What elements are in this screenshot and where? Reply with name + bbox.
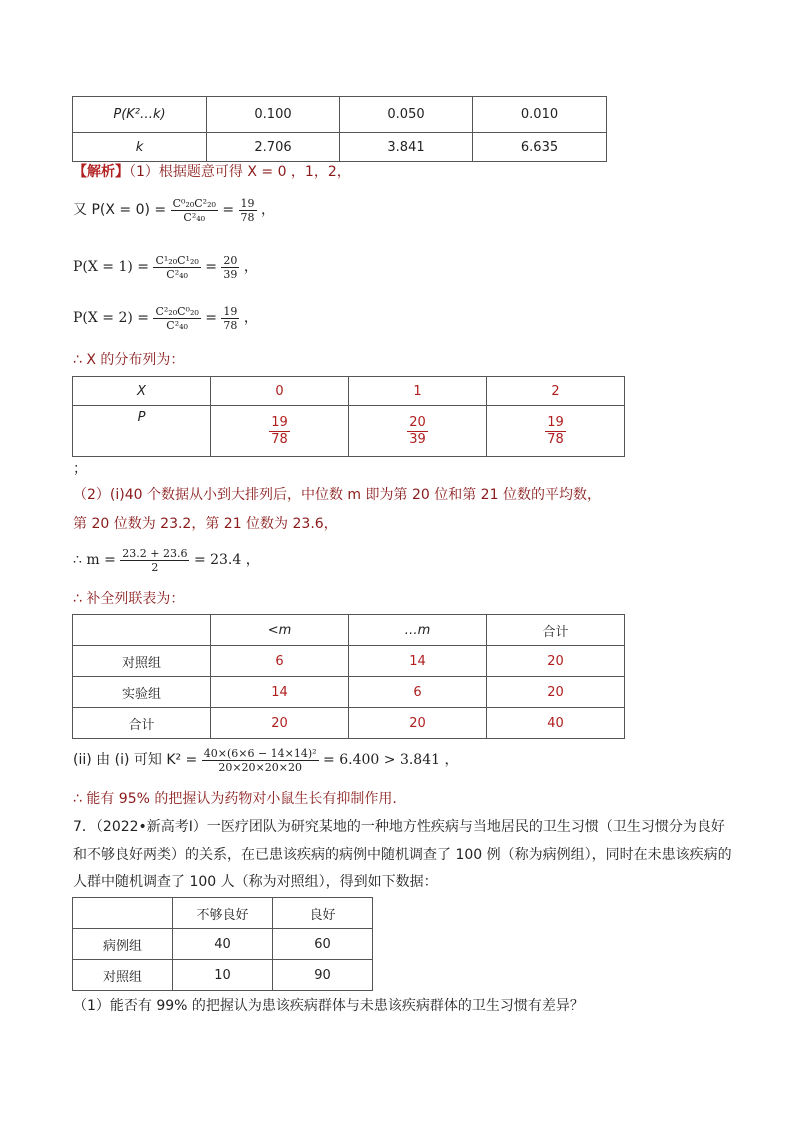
table-cell: 60 [273,929,373,960]
fraction [221,254,239,281]
fraction-denominator: C²₄₀ [166,318,188,332]
table-cell: 合计 [73,708,211,739]
table-cell: 20 [487,677,625,708]
fraction-denominator: 78 [271,431,288,447]
problem7-question-1: （1）能否有 99% 的把握认为患该疾病群体与未患该疾病群体的卫生习惯有差异？ [73,998,584,1014]
formula-px1: P(X = 1) = $\frac{\text{C¹₂₀C¹₂₀}}{\text{C²₄₀}}$ = $\frac{20}{39}$ ， [73,253,258,281]
table-cell: 不够良好 [173,898,273,929]
fraction [221,305,239,332]
problem7-line-3: 人群中随机调查了 100 人（称为对照组），得到如下数据： [73,874,438,890]
fraction-numerator: 19 [223,304,238,318]
table-row [73,97,607,133]
table-cell: 3.841 [340,133,473,162]
table-cell: 6 [211,646,349,677]
table-row [73,708,625,739]
fraction [153,305,200,332]
fraction [171,197,218,224]
table-cell [211,406,349,457]
table-row [73,898,373,929]
fraction-numerator: 40×(6×6 − 14×14)² [203,746,317,760]
part2-line-2: 第 20 位数为 23.2，第 21 位数为 23.6， [73,516,338,532]
solution-tag: 【解析】 [73,164,129,180]
table-cell: 40 [173,929,273,960]
fraction-denominator: 2 [151,560,159,574]
fraction [269,415,290,448]
fraction-denominator: C²₄₀ [166,267,188,281]
table-row [73,133,607,162]
table-cell: 20 [211,708,349,739]
distribution-table [72,376,625,457]
fraction-denominator: 78 [240,210,255,224]
table-row [73,406,625,457]
table-cell: 合计 [487,615,625,646]
fraction-numerator: C¹₂₀C¹₂₀ [155,253,199,267]
table-cell: <m [211,615,349,646]
table-cell: 对照组 [73,646,211,677]
table-cell: 2 [487,377,625,406]
table-cell: 1 [349,377,487,406]
table-cell: 6.635 [473,133,607,162]
table-cell: 实验组 [73,677,211,708]
table-cell: 对照组 [73,960,173,991]
table-cell: 14 [349,646,487,677]
table-cell [487,406,625,457]
formula-result: = 6.400 > 3.841 ， [323,752,459,768]
formula-prefix: P(X = 2) = [73,310,150,326]
table-cell: 40 [487,708,625,739]
fraction [239,197,257,224]
formula-px0: 又 P(X = 0) = $\frac{\text{C⁰₂₀C²₂₀}}{\text{C²₄₀}}$ = $\frac{19}{78}$ ， [73,196,275,224]
fraction [120,547,189,574]
table-cell: P(K²…k) [73,97,207,133]
fraction-denominator: 39 [409,431,426,447]
k2-formula [73,743,458,777]
table-cell: 90 [273,960,373,991]
table-cell: 2.706 [207,133,340,162]
table-cell: P [73,406,211,457]
fraction-denominator: 20×20×20×20 [218,760,302,774]
table-cell: 0.050 [340,97,473,133]
table-cell: …m [349,615,487,646]
part2-line-1: （2）(i)40 个数据从小到大排列后，中位数 m 即为第 20 位和第 21 位数的平均数， [73,487,601,503]
table-cell: 病例组 [73,929,173,960]
solution-part1-text: （1）根据题意可得 X = 0 ，1，2， [129,164,351,180]
table-cell: 良好 [273,898,373,929]
table-cell: k [73,133,207,162]
fraction-denominator: C²₄₀ [183,210,206,224]
table-row [73,615,625,646]
fraction-numerator: 23.2 + 23.6 [122,546,188,560]
table-row [73,646,625,677]
table-cell: 20 [349,708,487,739]
fraction-numerator: 19 [240,196,255,210]
table-row [73,929,373,960]
solution-line-1 [73,163,351,181]
table-cell: 20 [487,646,625,677]
table-cell [73,898,173,929]
table-row [73,377,625,406]
fraction [202,747,319,774]
fraction-numerator: 19 [271,414,288,430]
table-cell: 14 [211,677,349,708]
fraction-numerator: C⁰₂₀C²₂₀ [172,196,216,210]
table-cell: X [73,377,211,406]
fraction [407,415,428,448]
fraction-numerator: 19 [547,414,564,430]
table-row [73,677,625,708]
fraction-numerator: 20 [223,253,238,267]
formula-prefix: 又 P(X = 0) = [73,202,167,218]
table-cell: 0.100 [207,97,340,133]
contingency-table [72,614,625,739]
formula-prefix: (ii) 由 (i) 可知 K² = [73,752,198,768]
fraction-denominator: 78 [223,318,238,332]
fraction-numerator: 20 [409,414,426,430]
median-formula [73,545,260,575]
conclusion: ∴ 能有 95% 的把握认为药物对小鼠生长有抑制作用. [73,791,397,807]
formula-result: = 23.4 ， [193,552,260,568]
fraction-denominator: 39 [223,267,238,281]
problem7-table [72,897,373,991]
table-cell: 0.010 [473,97,607,133]
table-cell: 10 [173,960,273,991]
formula-prefix: P(X = 1) = [73,259,150,275]
k-critical-table [72,96,607,162]
fraction-numerator: C²₂₀C⁰₂₀ [155,304,199,318]
formula-prefix: ∴ m = [73,552,116,568]
table-row [73,960,373,991]
distribution-intro: ∴ X 的分布列为： [73,352,185,368]
fraction-denominator: 78 [547,431,564,447]
table-cell: 0 [211,377,349,406]
table-cell: 6 [349,677,487,708]
semicolon: ； [73,461,87,477]
table-cell [349,406,487,457]
fraction [153,254,200,281]
problem7-line-1: 7．（2022•新高考Ⅰ）一医疗团队为研究某地的一种地方性疾病与当地居民的卫生习惯（卫生习惯分为良好 [73,819,725,835]
problem7-line-2: 和不够良好两类）的关系，在已患该疾病的病例中随机调查了 100 例（称为病例组），同时在未患该疾病的 [73,847,732,863]
formula-px2: P(X = 2) = $\frac{\text{C²₂₀C⁰₂₀}}{\text{C²₄₀}}$ = $\frac{19}{78}$ ， [73,304,258,332]
contingency-intro: ∴ 补全列联表为： [73,591,185,607]
fraction [545,415,566,448]
table-cell [73,615,211,646]
